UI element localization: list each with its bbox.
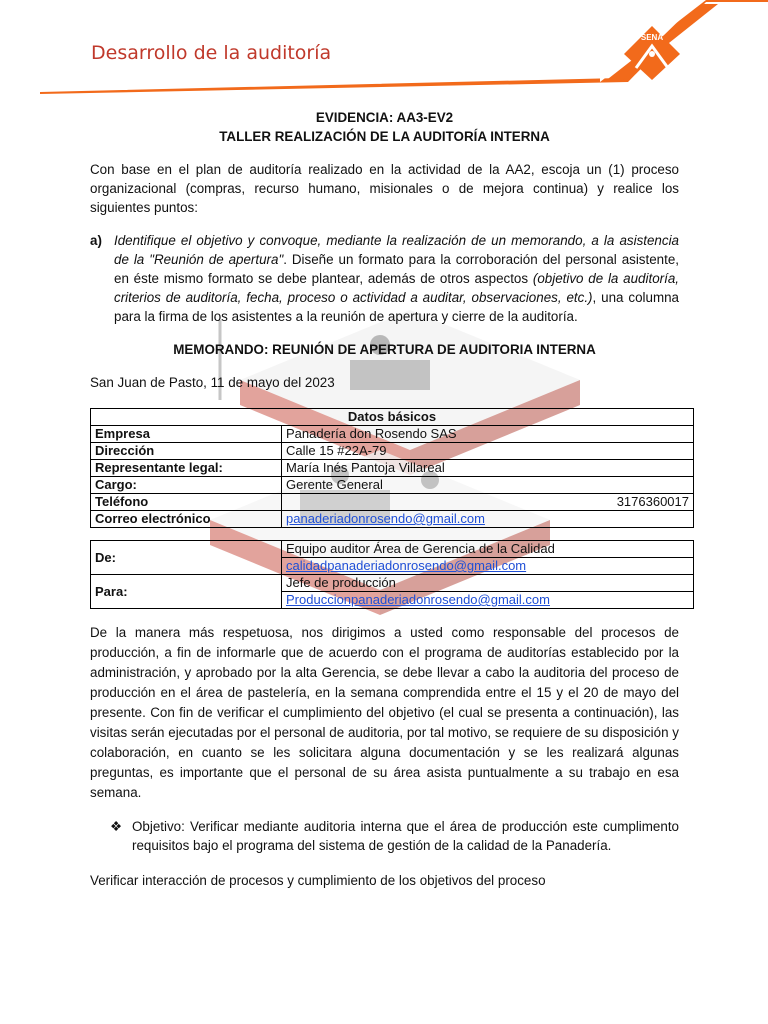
from-line: Equipo auditor Área de Gerencia de la Calidad	[282, 541, 694, 558]
closing-line: Verificar interacción de procesos y cumplimiento de los objetivos del proceso	[90, 873, 546, 888]
sena-logo-icon	[622, 24, 682, 80]
memo-recipients-table	[90, 540, 694, 609]
header-title: Desarrollo de la auditoría	[91, 42, 332, 64]
workshop-title: TALLER REALIZACIÓN DE LA AUDITORÍA INTERNA	[219, 129, 550, 144]
table-row: Cargo: Gerente General	[91, 477, 694, 494]
table-row: Teléfono 3176360017	[91, 494, 694, 511]
table-row: Dirección Calle 15 #22A-79	[91, 443, 694, 460]
table-row: Correo electrónico panaderiadonrosendo@gmail.com	[91, 511, 694, 528]
evidence-title: EVIDENCIA: AA3-EV2	[315, 110, 454, 125]
to-line: Jefe de producción	[282, 575, 694, 592]
from-email-link[interactable]: calidadpanaderiadonrosendo@gmail.com	[286, 558, 527, 573]
company-email-link[interactable]: panaderiadonrosendo@gmail.com	[286, 511, 485, 526]
table-row: Empresa Panadería don Rosendo SAS	[91, 426, 694, 443]
from-label: De:	[91, 541, 282, 575]
intro-paragraph: Con base en el plan de auditoría realizado en la actividad de la AA2, escoja un (1) proceso organizacional (compras, recurso humano, misionales o de mejora continua) y realice los siguientes puntos:	[90, 162, 679, 215]
objective-text: Objetivo: Verificar mediante auditoria interna que el área de producción este cumplimento requisitos bajo el programa del sistema de gestión de la calidad de la Panadería.	[132, 819, 679, 853]
memo-title: MEMORANDO: REUNIÓN DE APERTURA DE AUDITORIA INTERNA	[173, 342, 596, 357]
table-heading: Datos básicos	[91, 409, 694, 426]
item-a-label: a)	[90, 233, 102, 248]
date-line: San Juan de Pasto, 11 de mayo del 2023	[90, 375, 335, 390]
item-a	[90, 231, 679, 326]
document-body	[90, 108, 689, 890]
memo-body-paragraph: De la manera más respetuosa, nos dirigimos a usted como responsable del procesos de producción, a fin de informarle que de acuerdo con el programa de auditorías establecido por la administración, y aprobado por la alta Gerencia, se debe llevar a cabo la auditoria del proceso de producción en el área de pastelería, en la semana comprendida entre el 15 y el 20 de mayo del presente. Con fin de verificar el cumplimiento del objetivo (el cual se presenta a continuación), las visitas serán ejecutadas por el personal de auditoria, por tal motivo, se requiere de su disposición y colaboración, en cuanto se les solicitara alguna documentación y se les realizará algunas preguntas, es importante que el personal de su área asista puntualmente a su trabajo en esa semana.	[90, 625, 679, 800]
document-header	[0, 0, 768, 95]
objective-bullet	[110, 817, 679, 855]
svg-text:SENA: SENA	[640, 33, 664, 42]
basic-data-table	[90, 408, 694, 528]
bullet-icon: ❖	[110, 819, 123, 834]
to-label: Para:	[91, 575, 282, 609]
item-a-text: Identifique el objetivo y convoque, mediante la realización de un memorando, a la asistencia de la "Reunión de apertura". Diseñe un formato para la corroboración del personal asistente, en éste mismo formato se debe plantear, además de otros aspectos (objetivo de la auditoría, criterios de auditoría, fecha, proceso o actividad a auditar, observaciones, etc.), una columna para la firma de los asistentes a la reunión de apertura y cierre de la auditoría.	[114, 233, 680, 324]
table-row: Representante legal: María Inés Pantoja Villareal	[91, 460, 694, 477]
to-email-link[interactable]: Produccionpanaderiadonrosendo@gmail.com	[286, 592, 550, 607]
